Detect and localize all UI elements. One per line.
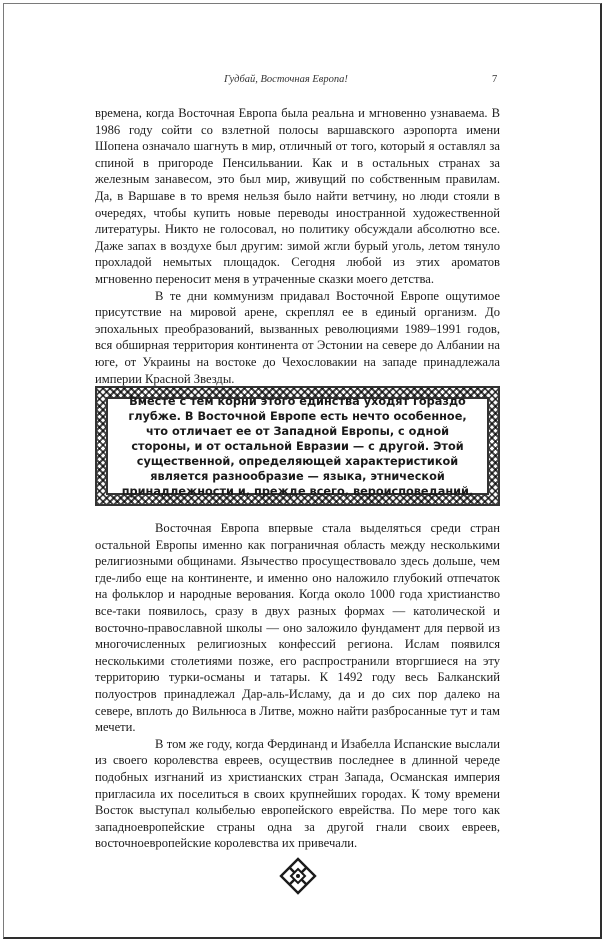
book-page [3,3,602,939]
pull-quote-box [95,386,500,506]
pull-quote-inner [106,394,489,498]
paragraph: В том же году, когда Фердинанд и Изабелла Испанские выслали из своего королевства евреев, осуществив последнее в длинной череде подобных изгнаний из христианских стран Запада, Османская империя пригласила их поселиться в своих крупнейших городах. К тому времени Восток выступал колыбелью европейского еврейства. По мере того как западноевропейские страны одна за другой гнали своих евреев, восточноевропейские королевства их привечали. [95,736,500,851]
running-title: Гудбай, Восточная Европа! [224,74,348,85]
paragraph: Восточная Европа впервые стала выделяться среди стран остальной Европы именно как пограничная область между несколькими религиозными общинами. Язычество просуществовало здесь дольше, чем где-либо еще на континенте, и именно оно наложило глубокий отпечаток на фольклор и народные верования. Когда около 1000 года христианство все-таки появилось, сразу в двух разных формах — католической и восточно-православной школы — оно заложило фундамент для первой из многочисленных религиозных конфессий региона. Ислам появился несколькими столетиями позже, его распространили вторгшиеся на эту территорию турки-османы и татары. К 1492 году весь Балканский полуостров принадлежал Дар-аль-Исламу, да и до сих пор далеко на севере, вплоть до Вильнюса в Литве, можно найти разбросанные тут и там мечети. [95,521,500,735]
diamond-knot-icon [278,856,318,896]
body-text-lower [95,520,500,852]
paragraph: В те дни коммунизм придавал Восточной Европе ощутимое присутствие на мировой арене, скреплял ее в единый организм. До эпохальных преобразований, вызванных революциями 1989–1991 годов, вся обширная территория континента от Эстонии на севере до Албании на юге, от Украины на востоке до Чехословакии на западе принадлежала империи Красной Звезды. [95,288,500,386]
page-number: 7 [492,74,498,85]
pull-quote-text: Вместе с тем корни этого единства уходят гораздо глубже. В Восточной Европе есть нечто особенное, что отличает ее от Западной Европы, с одной стороны, и от остальной Евразии — с другой. Этой существенной, определяющей характеристикой является разнообразие — языка, этнической принадлежности и, прежде всего, вероисповеданий. [121,394,474,498]
paragraph: времена, когда Восточная Европа была реальна и мгновенно узнаваема. В 1986 году сойти со взлетной полосы варшавского аэропорта имени Шопена означало шагнуть в мир, отличный от того, который я оставлял за спиной в пригороде Пенсильвании. Как и в остальных странах за железным занавесом, это был мир, живущий по собственным правилам. Да, в Варшаве в то время нельзя было найти ветчину, но люди стояли в очередях, чтобы купить новые переводы иностранной художественной литературы. Никто не голосовал, но политику обсуждали абсолютно все. Даже запах в воздухе был другим: зимой жгли бурый уголь, летом тянуло прохладой немытых площадок. Сегодня любой из этих ароматов мгновенно переносит меня в утраченные сказки моего детства. [95,106,500,286]
body-text-upper [95,105,500,387]
